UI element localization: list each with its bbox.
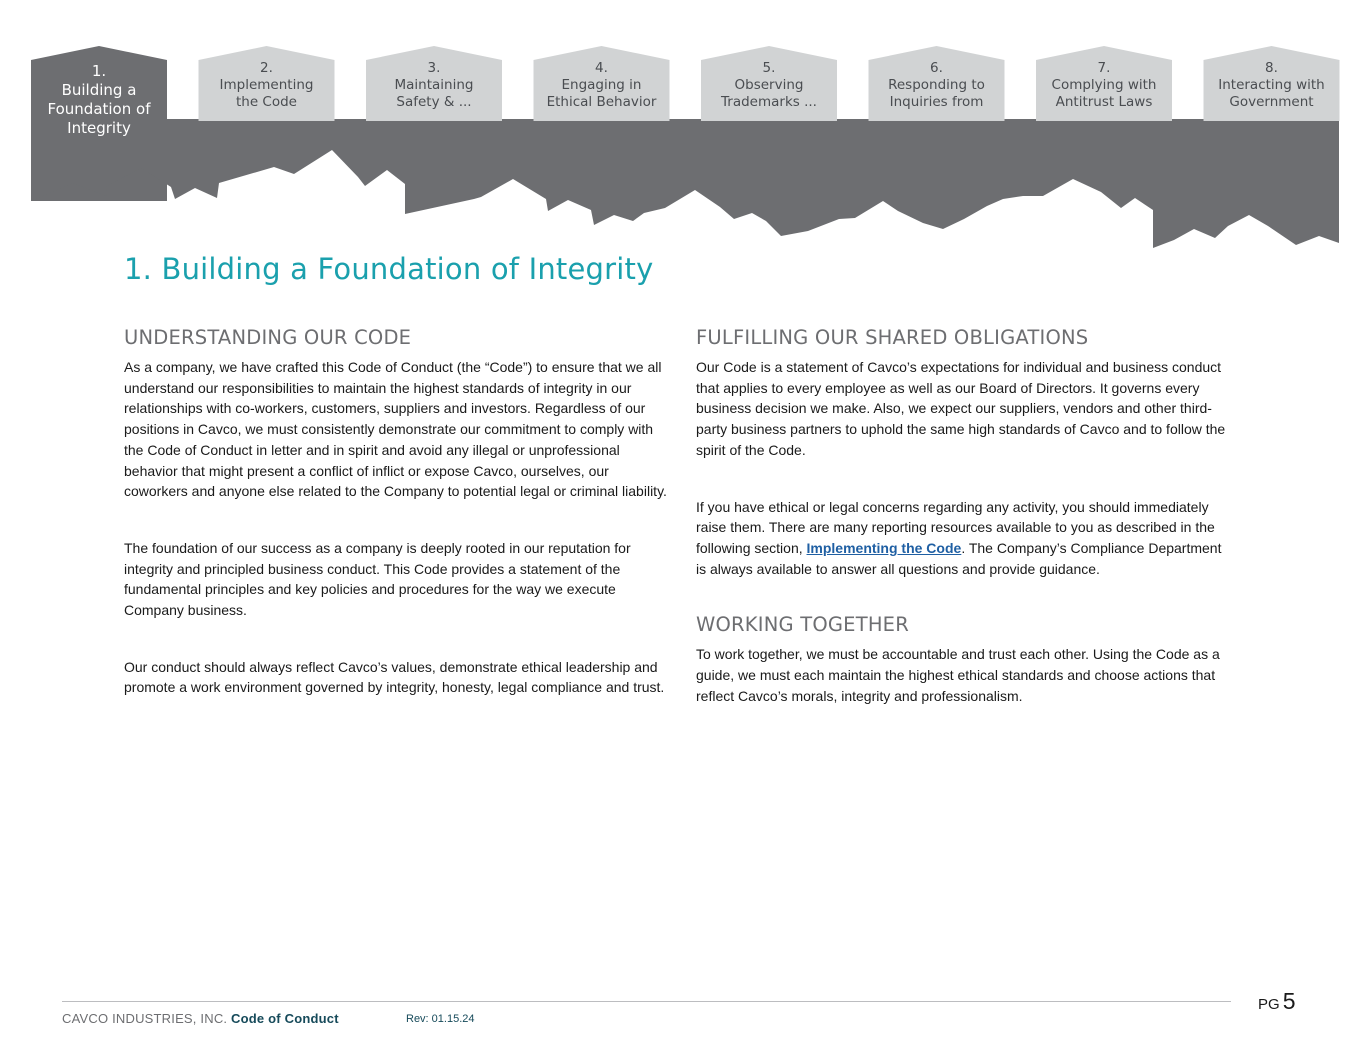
chapter-tab-number: 5. xyxy=(762,60,776,76)
paragraph-foundation: The foundation of our success as a company is deeply rooted in our reputation for integrity and principled business conduct. This Code provides a statement of the fundamental principles and key policies and procedures for the way we execute Company business. xyxy=(124,539,631,619)
chapter-tab-label-line: Engaging in xyxy=(561,77,642,93)
right-column xyxy=(696,326,1226,706)
footer-document-info xyxy=(62,1011,339,1026)
chapter-tab-5[interactable] xyxy=(701,60,837,111)
chapter-tab-label-line: Foundation of xyxy=(47,100,151,118)
chapter-tabs-bar xyxy=(0,0,1365,260)
concerns-text-after: . The Company’s Compliance Department is always available to answer all questions and provide guidance. xyxy=(696,539,1222,577)
chapter-tab-label-line: Integrity xyxy=(67,119,131,137)
chapter-tab-label-line: Antitrust Laws xyxy=(1055,94,1153,110)
chapter-tab-number: 7. xyxy=(1097,60,1111,76)
chapter-tab-number: 1. xyxy=(91,62,107,80)
chapter-tab-8[interactable] xyxy=(1204,60,1340,111)
page-number-value: 5 xyxy=(1282,988,1296,1014)
chapter-tab-number: 2. xyxy=(260,60,273,76)
footer-company: CAVCO INDUSTRIES, INC. xyxy=(62,1011,228,1026)
chapter-tab-label-line: Interacting with xyxy=(1218,77,1325,93)
chapter-tab-1[interactable] xyxy=(31,62,167,138)
concerns-text-before: If you have ethical or legal concerns regarding any activity, you should immediately raise them. There are many reporting resources available to you as described in the following section, xyxy=(696,498,1215,556)
footer-doc-name: Code of Conduct xyxy=(231,1011,339,1026)
chapter-tab-label-line: the Code xyxy=(235,94,297,110)
section-heading-obligations: FULFILLING OUR SHARED OBLIGATIONS xyxy=(696,326,1089,349)
chapter-tab-4[interactable] xyxy=(534,60,670,111)
chapter-tab-2[interactable] xyxy=(199,60,335,111)
section-heading-understanding: UNDERSTANDING OUR CODE xyxy=(124,326,412,349)
page-title: 1. Building a Foundation of Integrity xyxy=(124,252,654,286)
chapter-tab-3[interactable] xyxy=(366,60,502,111)
page-number xyxy=(1258,988,1295,1015)
chapter-tab-number: 8. xyxy=(1265,60,1278,76)
footer-divider xyxy=(62,1001,1231,1002)
tabs-graphic xyxy=(0,0,1365,260)
paragraph-obligations: Our Code is a statement of Cavco’s expectations for individual and business conduct that applies to every employee as well as our Board of Directors. It governs every business decision we make. Also, we expect our suppliers, vendors and other third-party business partners to uphold the same high standards of Cavco and to follow the spirit of the Code. xyxy=(696,359,1226,458)
implementing-the-code-link[interactable]: Implementing the Code xyxy=(806,539,962,556)
chapter-tab-label-line: Inquiries from xyxy=(889,94,984,110)
chapter-tab-label-line: Building a xyxy=(61,81,137,99)
paragraph-understanding: As a company, we have crafted this Code of Conduct (the “Code”) to ensure that we all understand our responsibilities to maintain the highest standards of integrity in our relationships with co-workers, customers, suppliers and investors. Regardless of our positions in Cavco, we must consistently demonstrate our commitment to comply with the Code of Conduct in letter and in spirit and avoid any illegal or unprofessional behavior that might present a conflict of inflict or expose Cavco, ourselves, our coworkers and anyone else related to the Company to potential legal or criminal liability. xyxy=(124,359,667,500)
paragraph-conduct: Our conduct should always reflect Cavco’s values, demonstrate ethical leadership and promote a work environment governed by integrity, honesty, legal compliance and trust. xyxy=(124,658,665,696)
footer-revision: Rev: 01.15.24 xyxy=(406,1013,475,1025)
chapter-tab-label-line: Government xyxy=(1229,94,1314,110)
chapter-tab-label-line: Trademarks ... xyxy=(721,94,817,110)
chapter-tab-label-line: Maintaining xyxy=(394,77,474,93)
chapter-tab-label-line: Observing xyxy=(734,77,804,93)
chapter-tab-number: 6. xyxy=(930,60,943,76)
chapter-tab-label-line: Safety & ... xyxy=(396,94,472,110)
chapter-tab-label-line: Ethical Behavior xyxy=(546,94,657,110)
chapter-tab-number: 4. xyxy=(595,60,608,76)
chapter-tab-label-line: Responding to xyxy=(888,77,985,93)
chapter-tab-number: 3. xyxy=(427,60,441,76)
section-heading-working-together: WORKING TOGETHER xyxy=(696,613,909,637)
paragraph-concerns xyxy=(696,497,1226,580)
chapter-tab-label-line: Complying with xyxy=(1051,77,1157,93)
rooftop-band xyxy=(31,119,1339,248)
chapter-tab-label-line: Implementing xyxy=(219,77,314,93)
chapter-tab-7[interactable] xyxy=(1036,60,1172,111)
paragraph-working-together: To work together, we must be accountable and trust each other. Using the Code as a guide, we must each maintain the highest ethical standards and choose actions that reflect Cavco’s morals, integrity and professionalism. xyxy=(696,646,1220,704)
page-label: PG xyxy=(1258,996,1280,1013)
chapter-tab-6[interactable] xyxy=(869,60,1005,111)
left-column xyxy=(124,326,669,698)
